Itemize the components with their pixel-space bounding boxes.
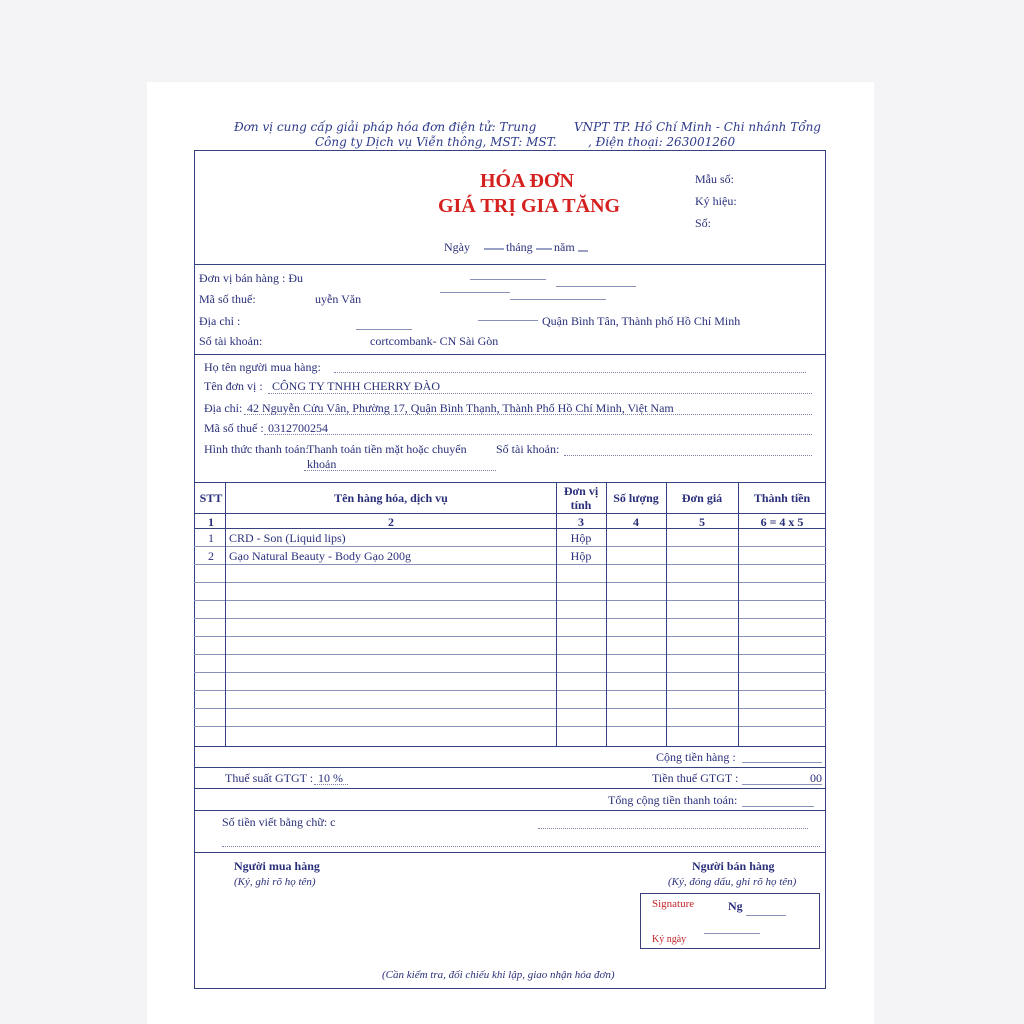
nam-label: năm xyxy=(554,240,575,254)
table-row-stt: 1 xyxy=(208,531,214,545)
invoice-title: HÓA ĐƠN xyxy=(480,170,574,192)
th-unit-2: tính xyxy=(570,498,592,512)
amount-in-words-label: Số tiền viết bằng chữ: c xyxy=(222,815,336,829)
vat-rate-label: Thuế suất GTGT : xyxy=(225,771,314,785)
ngay-label: Ngày xyxy=(444,240,470,254)
grand-total-label: Tổng cộng tiền thanh toán: xyxy=(608,793,738,807)
table-row-name: CRD - Son (Liquid lips) xyxy=(229,531,346,545)
idx-5: 5 xyxy=(699,515,705,529)
table-row-stt: 2 xyxy=(208,549,214,563)
buyer-name-label: Họ tên người mua hàng: xyxy=(204,360,321,374)
seller-address-label: Địa chỉ : xyxy=(199,314,241,328)
footer-note: (Cần kiểm tra, đối chiếu khi lập, giao nhận hóa đơn) xyxy=(382,969,615,981)
idx-6: 6 = 4 x 5 xyxy=(760,515,804,529)
signature-valid-label: Signature xyxy=(652,898,695,910)
signed-date-label: Ký ngày xyxy=(652,934,687,945)
idx-2: 2 xyxy=(388,515,394,529)
vat-rate-value: 10 % xyxy=(318,771,343,785)
ky-hieu-label: Ký hiệu: xyxy=(695,194,737,208)
buyer-tax-value: 0312700254 xyxy=(268,421,328,435)
th-qty: Số lượng xyxy=(613,491,659,505)
table-row-unit: Hộp xyxy=(570,549,592,563)
buyer-signature-note: (Ký, ghi rõ họ tên) xyxy=(234,876,316,888)
th-name: Tên hàng hóa, dịch vụ xyxy=(334,491,448,505)
seller-address-value: Quận Bình Tân, Thành phố Hồ Chí Minh xyxy=(542,314,741,328)
buyer-company-value: CÔNG TY TNHH CHERRY ĐÀO xyxy=(272,379,441,393)
provider-line-1-right: VNPT TP. Hồ Chí Minh - Chi nhánh Tổng xyxy=(574,120,821,134)
th-amount: Thành tiền xyxy=(753,491,811,505)
table-row-unit: Hộp xyxy=(570,531,592,545)
provider-line-2-right: , Điện thoại: 263001260 xyxy=(588,135,736,149)
buyer-address-label: Địa chỉ: xyxy=(204,401,243,415)
seller-name-label: Đơn vị bán hàng : Đu xyxy=(199,271,303,285)
idx-1: 1 xyxy=(208,515,214,529)
seller-tax-label: Mã số thuế: xyxy=(199,292,256,306)
payment-method-value: Thanh toán tiền mặt hoặc chuyển xyxy=(307,442,467,456)
table-row-name: Gạo Natural Beauty - Body Gạo 200g xyxy=(229,549,411,563)
mau-so-label: Mẫu số: xyxy=(695,172,734,186)
signed-by: Ng xyxy=(728,899,743,913)
so-label: Số: xyxy=(695,216,712,230)
seller-account-value: cortcombank- CN Sài Gòn xyxy=(370,334,499,348)
subtotal-label: Cộng tiền hàng : xyxy=(656,750,736,764)
idx-4: 4 xyxy=(633,515,639,529)
payment-method-value-2: khoản xyxy=(307,457,337,471)
buyer-signature-title: Người mua hàng xyxy=(234,859,320,873)
provider-line-2: Công ty Dịch vụ Viễn thông, MST: MST. xyxy=(315,135,557,149)
payment-method-label: Hình thức thanh toán: xyxy=(204,442,309,456)
provider-line-1: Đơn vị cung cấp giải pháp hóa đơn điện tử: Trung xyxy=(234,120,537,134)
buyer-company-label: Tên đơn vị : xyxy=(204,379,263,393)
thang-label: tháng xyxy=(506,240,533,254)
th-unit: Đơn vị xyxy=(563,484,599,498)
vat-amount-value: 00 xyxy=(810,771,822,785)
invoice-subtitle: GIÁ TRỊ GIA TĂNG xyxy=(438,195,621,217)
seller-signature-title: Người bán hàng xyxy=(692,859,775,873)
buyer-account-label: Số tài khoản: xyxy=(496,442,560,456)
buyer-tax-label: Mã số thuế : xyxy=(204,421,264,435)
idx-3: 3 xyxy=(578,515,584,529)
seller-signature-note: (Ký, đóng dấu, ghi rõ họ tên) xyxy=(668,876,797,888)
th-stt: STT xyxy=(199,491,223,505)
seller-tax-value: uyễn Văn xyxy=(315,292,362,306)
vat-amount-label: Tiền thuế GTGT : xyxy=(652,771,739,785)
th-price: Đơn giá xyxy=(681,491,723,505)
buyer-address-value: 42 Nguyễn Cửu Vân, Phường 17, Quận Bình Thạnh, Thành Phố Hồ Chí Minh, Việt Nam xyxy=(247,401,674,415)
seller-account-label: Số tài khoản: xyxy=(199,334,263,348)
